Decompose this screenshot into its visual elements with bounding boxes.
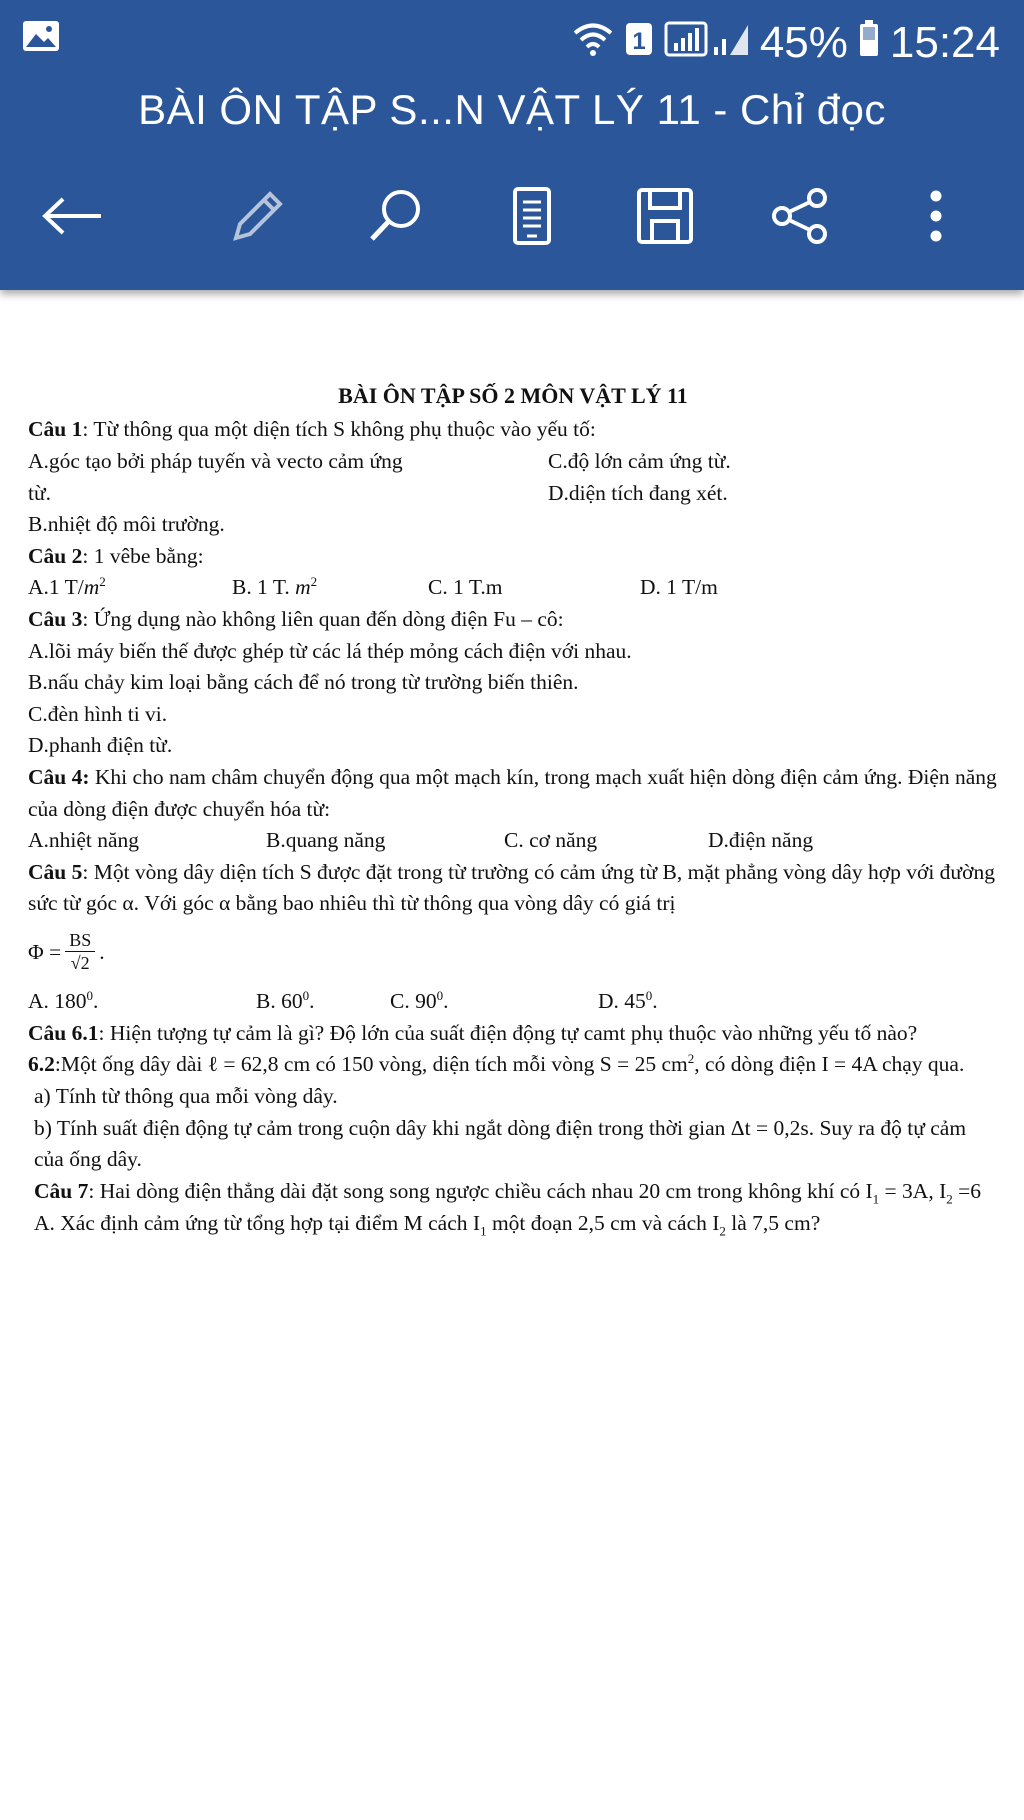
question-6-1-text: : Hiện tượng tự cảm là gì? Độ lớn của suất điện động tự camt phụ thuộc vào những yếu tố nào? <box>98 1020 918 1045</box>
question-6-2 <box>28 1049 998 1081</box>
share-button[interactable] <box>760 178 840 258</box>
question-6-2-text-end: , có dòng điện I = 4A chạy qua. <box>694 1052 965 1077</box>
question-4 <box>28 762 998 825</box>
question-1 <box>28 414 998 446</box>
question-4-options <box>28 825 998 857</box>
q3-option-d: D.phanh điện từ. <box>28 733 173 758</box>
q5-b-deg: 0 <box>302 987 310 1003</box>
q7-text-1: : Hai dòng điện thẳng dài đặt song song ngược chiều cách nhau 20 cm trong không khí có I <box>88 1178 873 1203</box>
q5-b-dot: . <box>309 989 315 1014</box>
battery-percent: 45% <box>759 18 848 67</box>
q2-a-prefix: A.1 T/ <box>28 575 84 600</box>
search-button[interactable] <box>356 178 436 258</box>
question-1-text: : Từ thông qua một diện tích S không phụ thuộc vào yếu tố: <box>82 417 596 442</box>
gallery-icon <box>22 20 60 57</box>
q1-option-a: A.góc tạo bởi pháp tuyến và vecto cảm ứng <box>28 448 403 473</box>
q5-a-value: A. 180 <box>28 989 87 1014</box>
question-6-1-label: Câu 6.1 <box>28 1020 99 1045</box>
reading-view-button[interactable] <box>492 178 572 258</box>
question-2-text: : 1 vêbe bằng: <box>82 543 204 568</box>
q5-c-deg: 0 <box>436 987 444 1003</box>
q7-text-3: =6 A. Xác định cảm ứng từ tổng hợp tại điểm M cách I <box>34 1178 981 1236</box>
clock: 15:24 <box>889 18 1000 67</box>
question-5-label: Câu 5 <box>28 859 83 884</box>
q6-2-part-a: a) Tính từ thông qua mỗi vòng dây. <box>34 1084 338 1109</box>
q2-option-b <box>232 572 428 604</box>
q2-option-c: C. 1 T.m <box>428 575 503 600</box>
q6-2-part-b: b) Tính suất điện động tự cảm trong cuộn dây khi ngắt dòng điện trong thời gian Δt = 0,2s. Suy ra độ tự cảm của ống dây. <box>34 1115 967 1172</box>
q7-text-4: một đoạn 2,5 cm và cách I <box>486 1211 720 1236</box>
question-5-options <box>28 986 998 1018</box>
question-1-label: Câu 1 <box>28 417 83 442</box>
document-heading: BÀI ÔN TẬP SỐ 2 MÔN VẬT LÝ 11 <box>338 383 688 408</box>
question-1-options-row-2 <box>28 478 998 510</box>
q5-option-b <box>256 986 390 1018</box>
question-4-label: Câu 4: <box>28 765 90 790</box>
q2-a-var: m <box>83 575 100 600</box>
q5-numerator: BS <box>65 930 95 952</box>
q3-option-a: A.lõi máy biến thế được ghép từ các lá thép mỏng cách điện với nhau. <box>28 638 632 663</box>
q2-option-d: D. 1 T/m <box>640 575 718 600</box>
q5-option-c <box>390 986 598 1018</box>
status-bar <box>0 10 1024 72</box>
q2-b-var: m <box>295 575 311 600</box>
question-3 <box>28 604 998 636</box>
edit-pencil-icon <box>230 188 286 249</box>
question-3-text: : Ứng dụng nào không liên quan đến dòng điện Fu – cô: <box>82 607 564 632</box>
signal-icon <box>664 18 750 68</box>
q5-denominator: √2 <box>70 953 90 974</box>
q5-option-d <box>598 986 658 1018</box>
q2-b-exp: 2 <box>310 574 318 590</box>
q3-option-b: B.nấu chảy kim loại bằng cách để nó trong từ trường biến thiên. <box>28 670 579 695</box>
app-bar <box>0 0 1024 290</box>
q1-option-b: B.nhiệt độ môi trường. <box>28 512 225 537</box>
wifi-icon <box>572 18 614 68</box>
q3-option-c: C.đèn hình ti vi. <box>28 701 168 726</box>
q5-c-value: C. 90 <box>390 989 437 1014</box>
question-5 <box>28 857 998 920</box>
q7-sub-4: 2 <box>719 1223 726 1239</box>
q5-formula <box>28 920 998 986</box>
question-7 <box>28 1176 998 1241</box>
svg-text:1: 1 <box>632 28 646 55</box>
q5-d-dot: . <box>652 989 658 1014</box>
save-icon <box>636 187 694 250</box>
q1-option-c: C.độ lớn cảm ứng từ. <box>548 448 731 473</box>
question-7-label: Câu 7 <box>34 1178 89 1203</box>
q7-text-2: = 3A, I <box>879 1178 947 1203</box>
question-1-options-row-1 <box>28 446 998 478</box>
question-6-1 <box>28 1018 998 1050</box>
q4-option-d: D.điện năng <box>708 828 814 853</box>
q7-text-5: là 7,5 cm? <box>725 1211 821 1236</box>
question-4-text: Khi cho nam châm chuyển động qua một mạch kín, trong mạch xuất hiện dòng điện cảm ứng. Điện năng của dòng điện được chuyển hóa từ: <box>28 765 997 821</box>
q5-fraction <box>65 930 95 975</box>
reading-view-icon <box>512 186 552 251</box>
question-5-text: : Một vòng dây diện tích S được đặt trong từ trường có cảm ứng từ B, mặt phẳng vòng dây hợp với đường sức từ góc α. Với góc α bằng bao nhiêu thì từ thông qua vòng dây có giá trị <box>28 859 995 916</box>
q5-phi: Φ = <box>28 940 62 965</box>
save-button[interactable] <box>625 178 705 258</box>
share-icon <box>770 188 830 249</box>
question-6-2-label: 6.2 <box>28 1052 55 1077</box>
question-2-options <box>28 572 998 604</box>
q4-option-a: A.nhiệt năng <box>28 828 140 853</box>
q1-option-d: D.diện tích đang xét. <box>548 480 728 505</box>
q7-sub-1: 1 <box>872 1191 880 1207</box>
q5-formula-tail: . <box>99 940 105 965</box>
q5-d-value: D. 45 <box>598 989 646 1014</box>
q5-d-deg: 0 <box>645 987 653 1003</box>
battery-icon <box>858 18 880 68</box>
q5-c-dot: . <box>443 989 449 1014</box>
q7-sub-3: 1 <box>480 1223 487 1239</box>
sim-icon <box>624 18 654 68</box>
q7-sub-2: 2 <box>946 1191 953 1207</box>
q4-option-c: C. cơ năng <box>504 828 598 853</box>
q2-option-a <box>28 572 232 604</box>
back-arrow-icon <box>39 196 105 241</box>
more-options-button[interactable] <box>896 178 976 258</box>
toolbar <box>0 178 1024 258</box>
question-2-label: Câu 2 <box>28 543 83 568</box>
q2-a-exp: 2 <box>99 574 106 590</box>
q5-option-a <box>28 986 256 1018</box>
document-title: BÀI ÔN TẬP S...N VẬT LÝ 11 - Chỉ đọc <box>138 86 886 133</box>
question-3-label: Câu 3 <box>28 607 83 632</box>
q1-option-a-continued: từ. <box>28 480 52 505</box>
q6-2-exp: 2 <box>687 1051 695 1067</box>
edit-button[interactable] <box>218 178 298 258</box>
q5-a-deg: 0 <box>86 987 94 1003</box>
question-6-2-text: :Một ống dây dài ℓ = 62,8 cm có 150 vòng, diện tích mỗi vòng S = 25 cm <box>54 1052 688 1077</box>
q4-option-b: B.quang năng <box>266 828 386 853</box>
question-2 <box>28 541 998 573</box>
document-page <box>28 380 998 1241</box>
q5-a-dot: . <box>93 989 99 1014</box>
q5-b-value: B. 60 <box>256 989 303 1014</box>
more-options-icon <box>928 186 944 251</box>
search-icon <box>367 187 425 250</box>
back-button[interactable] <box>32 178 112 258</box>
q2-b-prefix: B. 1 T. <box>232 575 290 600</box>
